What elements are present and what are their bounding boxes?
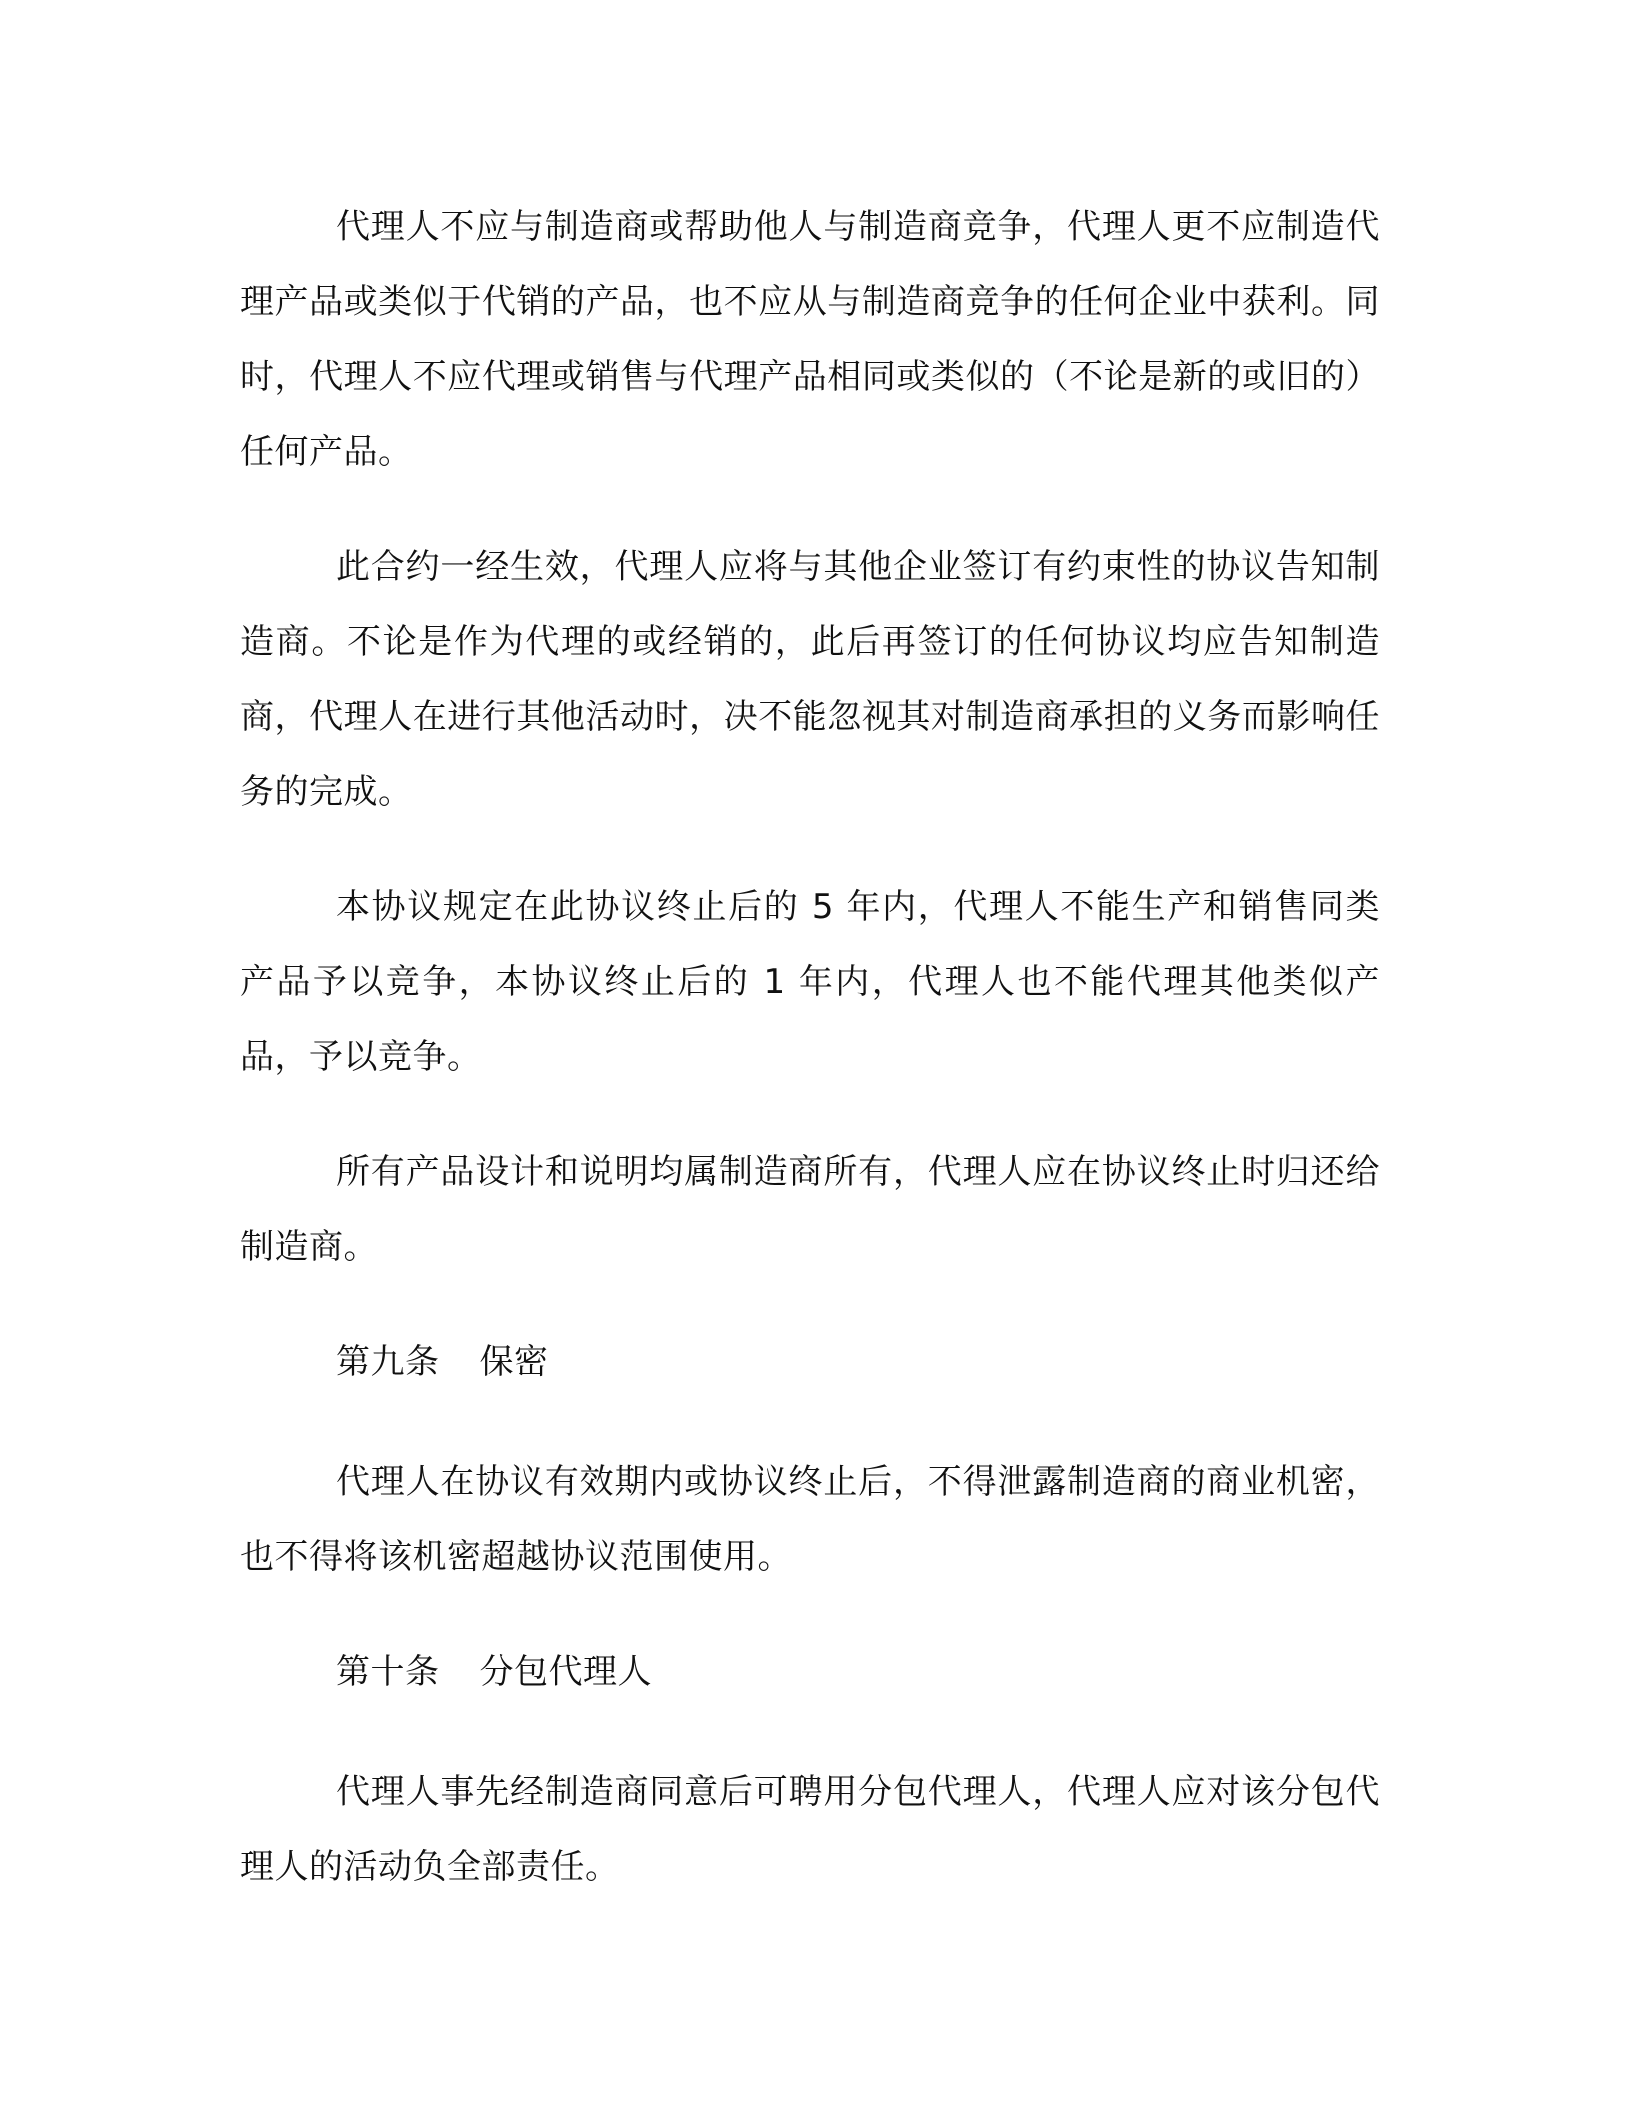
document-page — [240, 190, 1380, 1945]
paragraph-non-compete: 代理人不应与制造商或帮助他人与制造商竞争，代理人更不应制造代理产品或类似于代销的产品，也不应从与制造商竞争的任何企业中获利。同时，代理人不应代理或销售与代理产品相同或类似的（不论是新的或旧的）任何产品。 — [240, 207, 1380, 472]
article-9-title: 保密 — [479, 1342, 549, 1382]
paragraph-confidentiality: 代理人在协议有效期内或协议终止后，不得泄露制造商的商业机密，也不得将该机密超越协议范围使用。 — [240, 1462, 1380, 1577]
paragraph-post-termination: 本协议规定在此协议终止后的 5 年内，代理人不能生产和销售同类产品予以竞争，本协议终止后的 1 年内，代理人也不能代理其他类似产品，予以竞争。 — [240, 887, 1380, 1077]
article-10-heading — [240, 1635, 1380, 1710]
article-9-heading — [240, 1325, 1380, 1400]
paragraph-disclosure: 此合约一经生效，代理人应将与其他企业签订有约束性的协议告知制造商。不论是作为代理的或经销的，此后再签订的任何协议均应告知制造商，代理人在进行其他活动时，决不能忽视其对制造商承担的义务而影响任务的完成。 — [240, 547, 1380, 812]
paragraph-design-ownership: 所有产品设计和说明均属制造商所有，代理人应在协议终止时归还给制造商。 — [240, 1152, 1380, 1267]
article-10-number: 第十条 — [336, 1652, 440, 1692]
paragraph-sub-agent: 代理人事先经制造商同意后可聘用分包代理人，代理人应对该分包代理人的活动负全部责任。 — [240, 1772, 1380, 1887]
article-10-title: 分包代理人 — [479, 1652, 652, 1692]
article-9-number: 第九条 — [336, 1342, 440, 1382]
